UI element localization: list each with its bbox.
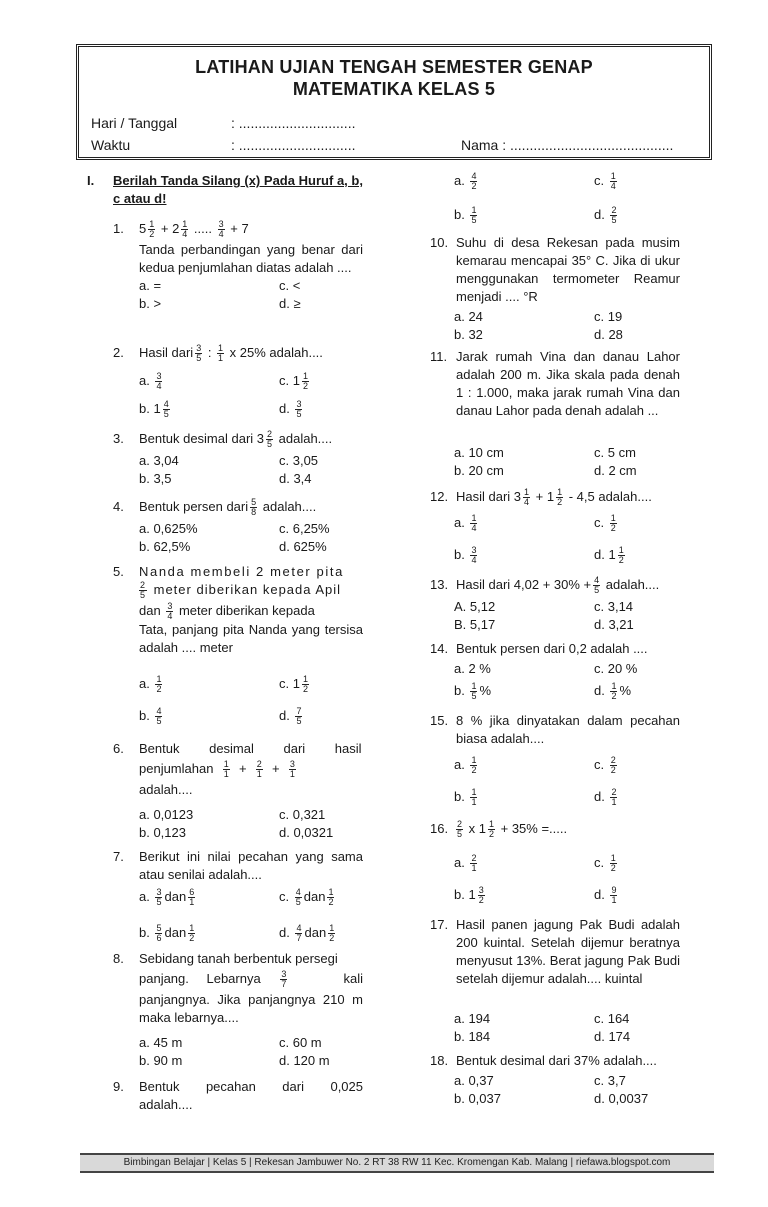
question-4: 4. Bentuk persen dari $\frac{5}{8}$ adalah.... a. 0,625% c. 6,25% b. 62,5% d. 625% xyxy=(113,497,330,554)
option-d[interactable]: d. 0,0321 xyxy=(279,825,334,840)
section-heading: I. Berilah Tanda Silang (x) Pada Huruf a, b, c atau d! xyxy=(87,173,363,206)
question-18: 18. Bentuk desimal dari 37% adalah.... a. 0,37 c. 3,7 b. 0,037 d. 0,0037 xyxy=(430,1053,657,1106)
option-c[interactable]: c. 1 $\frac{1}{2}$ xyxy=(279,371,308,392)
question-15: 15. 8 % jika dinyatakan dalam pecahan biasa adalah.... a. $\frac{1}{2}$ c. $\frac{2}{2}$ b. $\frac{1}{1}$ d. $\frac{2}{1}$ xyxy=(430,713,680,808)
option-b[interactable]: b. $\frac{4}{5}$ xyxy=(139,706,162,727)
option-b[interactable]: b. > xyxy=(139,296,162,312)
option-b[interactable]: b. $\frac{1}{5}$ xyxy=(454,205,477,226)
page-title: LATIHAN UJIAN TENGAH SEMESTER GENAP xyxy=(195,57,593,77)
question-10: 10. Suhu di desa Rekesan pada musim kemarau mencapai 35° C. Jika di ukur menggunakan termometer Reamur menjadi .... °R a. 24 c. 19 b. 32 d. 28 xyxy=(430,235,680,342)
option-b[interactable]: b. 3,5 xyxy=(139,471,172,486)
option-c[interactable]: c. 5 cm xyxy=(594,445,636,460)
option-a[interactable]: a. 0,0123 xyxy=(139,807,194,822)
option-c[interactable]: c. $\frac{1}{4}$ xyxy=(594,171,616,192)
question-9: 9. Bentuk pecahan dari 0,025 adalah.... xyxy=(113,1079,363,1112)
option-d[interactable]: d. 625% xyxy=(279,539,327,554)
option-a[interactable]: a. 0,37 xyxy=(454,1073,494,1088)
option-a[interactable]: a. 24 xyxy=(454,309,483,324)
option-c[interactable]: c. $\frac{1}{2}$ xyxy=(594,853,616,874)
hari-label: Hari / Tanggal xyxy=(91,115,178,131)
option-d[interactable]: d. $\frac{4}{7}$ dan $\frac{1}{2}$ xyxy=(279,923,335,944)
option-d[interactable]: d. $\frac{9}{1}$ xyxy=(594,885,617,906)
option-a[interactable]: a. $\frac{3}{5}$ dan $\frac{6}{1}$ xyxy=(139,887,195,908)
option-a[interactable]: a. $\frac{1}{2}$ xyxy=(454,755,477,776)
option-c[interactable]: c. $\frac{2}{2}$ xyxy=(594,755,616,776)
option-c[interactable]: c. 19 xyxy=(594,309,623,324)
option-d[interactable]: d. $\frac{2}{1}$ xyxy=(594,787,617,808)
option-a[interactable]: a. 2 % xyxy=(454,661,491,676)
option-a[interactable]: a. $\frac{3}{4}$ xyxy=(139,371,162,392)
question-5: 5. Nanda membeli 2 meter pita $\frac{2}{5}$ meter diberikan kepada Apil dan $\frac{3}{4}$ meter diberikan kepada Tata, panjang pita Nanda yang tersisa adalah .... meter a. $\frac{1}{2}$ c. 1 $\frac{1}{2}$ b. $\frac{4}{5}$ d. $\frac{7}{5}$ xyxy=(113,564,363,727)
option-c[interactable]: c. 1 $\frac{1}{2}$ xyxy=(279,674,308,695)
option-d[interactable]: d. $\frac{2}{5}$ xyxy=(594,205,617,226)
option-a[interactable]: a. 45 m xyxy=(139,1035,183,1050)
option-c[interactable]: c. 60 m xyxy=(279,1035,322,1050)
option-b[interactable]: b. 0,037 xyxy=(454,1091,501,1106)
option-b[interactable]: b. 1 $\frac{3}{2}$ xyxy=(454,885,484,906)
option-b[interactable]: b. $\frac{1}{1}$ xyxy=(454,787,477,808)
header-box xyxy=(76,44,712,160)
option-d[interactable]: d. ≥ xyxy=(279,296,301,312)
question-3: 3. Bentuk desimal dari 3 $\frac{2}{5}$ adalah.... a. 3,04 c. 3,05 b. 3,5 d. 3,4 xyxy=(113,429,333,486)
option-b[interactable]: b. $\frac{3}{4}$ xyxy=(454,545,477,566)
option-d[interactable]: d. 120 m xyxy=(279,1053,330,1068)
option-b[interactable]: b. 0,123 xyxy=(139,825,186,840)
option-c[interactable]: c. 6,25% xyxy=(279,521,330,536)
option-b[interactable]: b. $\frac{5}{6}$ dan $\frac{1}{2}$ xyxy=(139,923,195,944)
option-a[interactable]: a. 3,04 xyxy=(139,453,179,468)
option-a[interactable]: a. $\frac{4}{2}$ xyxy=(454,171,477,192)
option-a[interactable]: a. $\frac{1}{4}$ xyxy=(454,513,477,534)
option-c[interactable]: c. 3,14 xyxy=(594,599,634,614)
hari-field[interactable]: : .............................. xyxy=(231,115,356,131)
question-7: 7. Berikut ini nilai pecahan yang sama atau senilai adalah.... a. $\frac{3}{5}$ dan $\frac{6}{1}$ c. $\frac{4}{5}$ dan $\frac{1}{2}$ b. $\frac{5}{6}$ dan $\frac{1}{2}$ d. $\frac{4}{7}$ dan $\frac{1}{2}$ xyxy=(113,849,363,944)
footer-bar: Bimbingan Belajar | Kelas 5 | Rekesan Jambuwer No. 2 RT 38 RW 11 Kec. Kromengan Kab. Malang | riefawa.blogspot.com xyxy=(80,1153,714,1173)
option-d[interactable]: d. 2 cm xyxy=(594,463,637,478)
option-d[interactable]: d. $\frac{1}{2}$ % xyxy=(594,681,632,702)
option-c[interactable]: c. 20 % xyxy=(594,661,638,676)
option-d[interactable]: d. 3,4 xyxy=(279,471,312,486)
question-12: 12. Hasil dari 3 $\frac{1}{4}$ + 1 $\frac{1}{2}$ - 4,5 adalah.... a. $\frac{1}{4}$ c. $\frac{1}{2}$ b. $\frac{3}{4}$ d. 1 $\frac{1}{2}$ xyxy=(430,487,652,566)
option-d[interactable]: d. 3,21 xyxy=(594,617,634,632)
question-13: 13. Hasil dari 4,02 + 30% + $\frac{4}{5}$ adalah.... A. 5,12 c. 3,14 B. 5,17 d. 3,21 xyxy=(430,575,660,632)
option-a[interactable]: a. 0,625% xyxy=(139,521,198,536)
option-b[interactable]: b. 32 xyxy=(454,327,483,342)
question-6: 6. Bentuk desimal dari hasil penjumlahan $\frac{1}{1}$ + $\frac{2}{1}$ + $\frac{3}{1}$ adalah.... a. 0,0123 c. 0,321 b. 0,123 d. 0,0321 xyxy=(113,741,362,840)
option-a[interactable]: A. 5,12 xyxy=(454,599,496,614)
option-c[interactable]: c. 164 xyxy=(594,1011,630,1026)
option-b[interactable]: b. 1 $\frac{4}{5}$ xyxy=(139,399,169,420)
page-subtitle: MATEMATIKA KELAS 5 xyxy=(292,79,496,99)
instruction: Berilah Tanda Silang (x) Pada Huruf a, b, c atau d! xyxy=(113,173,363,206)
option-c[interactable]: c. 0,321 xyxy=(279,807,326,822)
option-d[interactable]: d. 0,0037 xyxy=(594,1091,649,1106)
waktu-field[interactable]: : .............................. xyxy=(231,137,356,153)
option-b[interactable]: b. 184 xyxy=(454,1029,491,1044)
option-c[interactable]: c. $\frac{4}{5}$ dan $\frac{1}{2}$ xyxy=(279,887,334,908)
option-d[interactable]: d. 174 xyxy=(594,1029,631,1044)
option-d[interactable]: d. $\frac{7}{5}$ xyxy=(279,706,302,727)
option-c[interactable]: c. 3,05 xyxy=(279,453,319,468)
question-16: 16. $\frac{2}{5}$ x 1 $\frac{1}{2}$ + 35% =..... a. $\frac{2}{1}$ c. $\frac{1}{2}$ b. 1 $\frac{3}{2}$ d. $\frac{9}{1}$ xyxy=(430,820,680,839)
question-2: 2. Hasil dari $\frac{3}{5}$ : $\frac{1}{1}$ x 25% adalah.... a. $\frac{3}{4}$ c. 1 $\frac{1}{2}$ b. 1 $\frac{4}{5}$ d. $\frac{3}{5}$ xyxy=(113,343,323,420)
option-a[interactable]: a. $\frac{1}{2}$ xyxy=(139,674,162,695)
waktu-label: Waktu xyxy=(91,137,131,153)
option-c[interactable]: c. < xyxy=(279,278,301,294)
question-17: 17. Hasil panen jagung Pak Budi adalah 200 kuintal. Setelah dijemur beratnya menyusut 13%. Berat jagung Pak Budi setelah dijemur adalah.... kuintal a. 194 c. 164 b. 184 d. 174 xyxy=(430,917,680,1044)
option-a[interactable]: a. 10 cm xyxy=(454,445,504,460)
option-b[interactable]: b. 90 m xyxy=(139,1053,183,1068)
question-11: 11. Jarak rumah Vina dan danau Lahor adalah 200 m. Jika skala pada denah 1 : 1.000, maka jarak rumah Vina dan danau Lahor pada denah adalah ... a. 10 cm c. 5 cm b. 20 cm d. 2 cm xyxy=(430,349,680,478)
question-1: 1. 5 $\frac{1}{2}$ + 2 $\frac{1}{4}$ ..... $\frac{3}{4}$ + 7 Tanda perbandingan yang benar dari kedua penjumlahan diatas adalah .... a. = c. < b. > d. ≥ xyxy=(113,219,363,312)
question-8: 8. Sebidang tanah berbentuk persegi panjang. Lebarnya $\frac{3}{7}$ kali panjangnya. Jika panjangnya 210 m maka lebarnya.... a. 45 m c. 60 m b. 90 m d. 120 m xyxy=(113,951,363,1068)
option-b[interactable]: b. $\frac{1}{5}$ % xyxy=(454,681,492,702)
option-a[interactable]: a. $\frac{2}{1}$ xyxy=(454,853,477,874)
option-d[interactable]: d. 28 xyxy=(594,327,623,342)
option-c[interactable]: c. $\frac{1}{2}$ xyxy=(594,513,616,534)
option-a[interactable]: a. 194 xyxy=(454,1011,491,1026)
option-b[interactable]: b. 62,5% xyxy=(139,539,191,554)
nama-field[interactable]: Nama : .......................................... xyxy=(461,137,674,153)
option-b[interactable]: b. 20 cm xyxy=(454,463,504,478)
question-14: 14. Bentuk persen dari 0,2 adalah .... a. 2 % c. 20 % b. $\frac{1}{5}$ % d. $\frac{1}{2}$ % xyxy=(430,641,648,702)
option-c[interactable]: c. 3,7 xyxy=(594,1073,626,1088)
option-b[interactable]: B. 5,17 xyxy=(454,617,496,632)
option-a[interactable]: a. = xyxy=(139,278,162,294)
option-d[interactable]: d. $\frac{3}{5}$ xyxy=(279,399,302,420)
option-d[interactable]: d. 1 $\frac{1}{2}$ xyxy=(594,545,624,566)
